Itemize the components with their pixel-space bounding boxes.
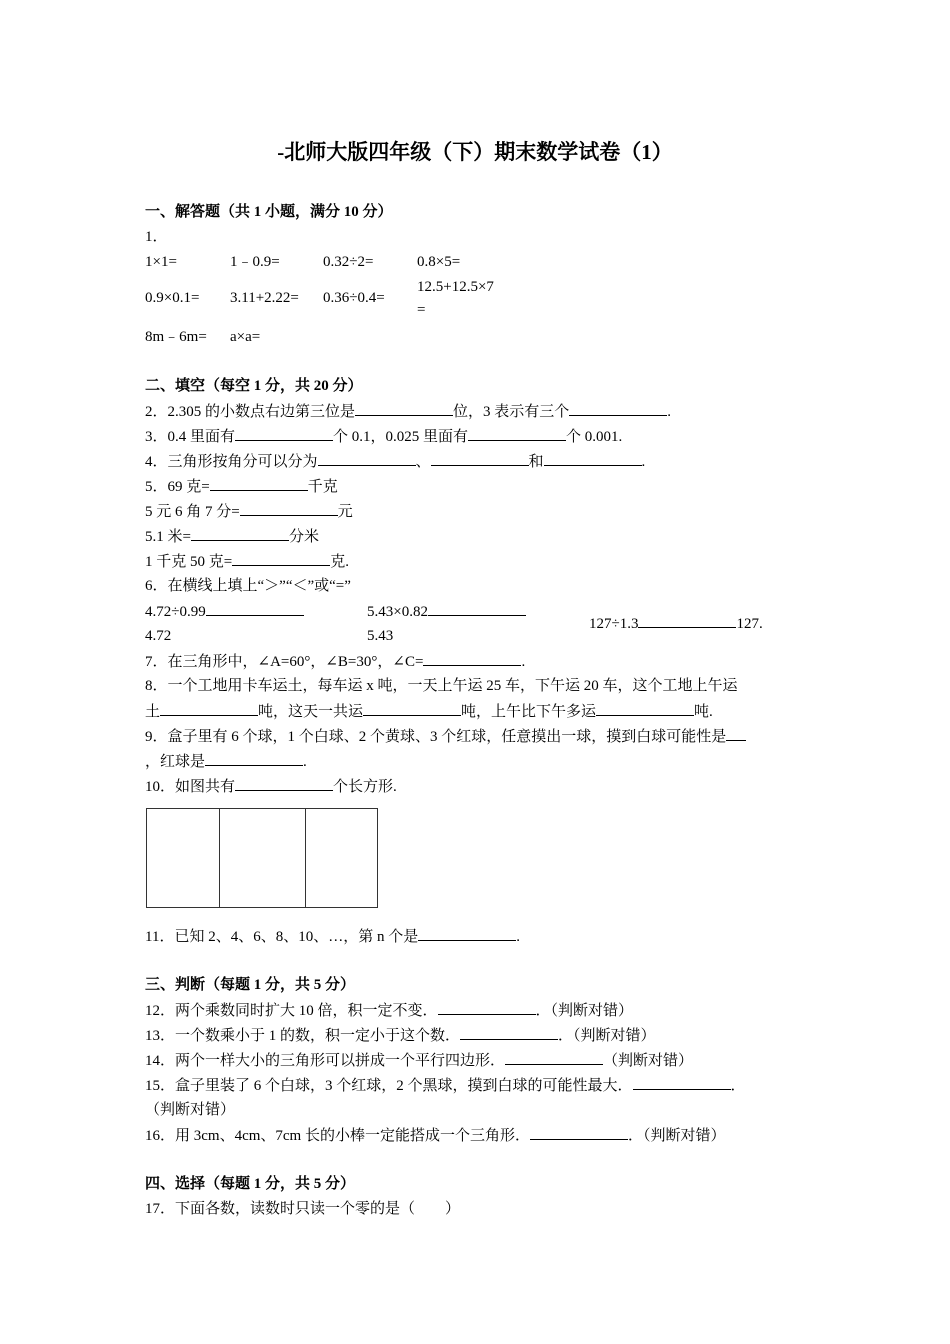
calc-item: 0.36÷0.4= [323, 290, 385, 306]
compare-item-2-rhs: 5.43 [367, 628, 394, 644]
question-8-line1: 8．一个工地用卡车运土，每车运 x 吨，一天上午运 25 车，下午运 20 车，这个工地上午运 [145, 678, 738, 694]
question-9-line1: 9．盒子里有 6 个球，1 个白球、2 个黄球、3 个红球，任意摸出一球，摸到白球可能性是 [145, 726, 746, 747]
question-3: 3．0.4 里面有 个 0.1，0.025 里面有 个 0.001. [145, 426, 622, 447]
answer-blank[interactable] [318, 451, 416, 466]
question-15: 15．盒子里装了 6 个白球，3 个红球，2 个黑球，摸到白球的可能性最大． ． [145, 1075, 746, 1096]
calc-item: 8m﹣6m= [145, 329, 207, 345]
question-2: 2．2.305 的小数点右边第三位是 位，3 表示有三个 . [145, 401, 671, 422]
answer-blank[interactable] [205, 751, 303, 766]
calc-item: 3.11+2.22= [230, 290, 299, 306]
q1-number: 1． [145, 229, 168, 245]
calc-item: 0.9×0.1= [145, 290, 200, 306]
question-5c: 5.1 米= 分米 [145, 526, 319, 547]
section4-heading: 四、选择（每题 1 分，共 5 分） [145, 1176, 356, 1192]
question-4: 4．三角形按角分可以分为 、 和 . [145, 451, 645, 472]
answer-blank[interactable] [210, 476, 308, 491]
rectangle-figure [146, 808, 378, 908]
answer-blank[interactable] [596, 701, 694, 716]
answer-blank[interactable] [160, 701, 258, 716]
calc-item-equals: = [417, 302, 426, 318]
question-17: 17．下面各数，读数时只读一个零的是（ ） [145, 1201, 461, 1217]
section1-heading: 一、解答题（共 1 小题，满分 10 分） [145, 204, 393, 220]
answer-blank[interactable] [428, 601, 526, 616]
calc-item: 0.32÷2= [323, 254, 374, 270]
question-5d: 1 千克 50 克= 克. [145, 551, 349, 572]
compare-item-3: 127÷1.3 127. [589, 613, 763, 634]
question-7: 7．在三角形中，∠A=60°，∠B=30°，∠C= . [145, 651, 525, 672]
question-11: 11．已知 2、4、6、8、10、…，第 n 个是 . [145, 926, 520, 947]
answer-blank[interactable] [423, 651, 521, 666]
calc-item: 12.5+12.5×7 [417, 279, 494, 295]
figure-divider [305, 809, 306, 907]
answer-blank[interactable] [232, 551, 330, 566]
question-12: 12．两个乘数同时扩大 10 倍，积一定不变． ．（判断对错） [145, 1000, 633, 1021]
question-10: 10．如图共有 个长方形. [145, 776, 397, 797]
answer-blank[interactable] [235, 426, 333, 441]
question-16: 16．用 3cm、4cm、7cm 长的小棒一定能搭成一个三角形． ．（判断对错） [145, 1125, 726, 1146]
answer-blank[interactable] [569, 401, 667, 416]
question-5b: 5 元 6 角 7 分= 元 [145, 501, 353, 522]
compare-item-1-rhs: 4.72 [145, 628, 172, 644]
answer-blank[interactable] [530, 1125, 628, 1140]
answer-blank[interactable] [206, 601, 304, 616]
answer-blank[interactable] [460, 1025, 558, 1040]
calc-item: 0.8×5= [417, 254, 461, 270]
answer-blank[interactable] [505, 1050, 603, 1065]
answer-blank[interactable] [431, 451, 529, 466]
section2-heading: 二、填空（每空 1 分，共 20 分） [145, 378, 363, 394]
question-9-line2: ，红球是 . [145, 751, 307, 772]
question-14: 14．两个一样大小的三角形可以拼成一个平行四边形． （判断对错） [145, 1050, 693, 1071]
answer-blank[interactable] [363, 701, 461, 716]
question-8-line2: 土 吨，这天一共运 吨，上午比下午多运 吨. [145, 701, 713, 722]
compare-item-2: 5.43×0.82 [367, 601, 526, 622]
answer-blank[interactable] [638, 613, 736, 628]
question-15-tail: （判断对错） [145, 1102, 236, 1118]
calc-item: 1×1= [145, 254, 177, 270]
answer-blank[interactable] [235, 776, 333, 791]
answer-blank[interactable] [726, 726, 746, 741]
figure-divider [219, 809, 220, 907]
compare-item-1: 4.72÷0.99 [145, 601, 304, 622]
answer-blank[interactable] [438, 1000, 536, 1015]
page-title: -北师大版四年级（下）期末数学试卷（1） [277, 140, 673, 164]
answer-blank[interactable] [544, 451, 642, 466]
answer-blank[interactable] [418, 926, 516, 941]
answer-blank[interactable] [633, 1075, 731, 1090]
question-13: 13．一个数乘小于 1 的数，积一定小于这个数． ．（判断对错） [145, 1025, 656, 1046]
calc-item: a×a= [230, 329, 261, 345]
answer-blank[interactable] [240, 501, 338, 516]
question-6: 6．在横线上填上“＞”“＜”或“=” [145, 578, 351, 594]
section3-heading: 三、判断（每题 1 分，共 5 分） [145, 977, 356, 993]
calc-item: 1﹣0.9= [230, 254, 280, 270]
answer-blank[interactable] [191, 526, 289, 541]
answer-blank[interactable] [355, 401, 453, 416]
question-5a: 5．69 克= 千克 [145, 476, 338, 497]
answer-blank[interactable] [468, 426, 566, 441]
